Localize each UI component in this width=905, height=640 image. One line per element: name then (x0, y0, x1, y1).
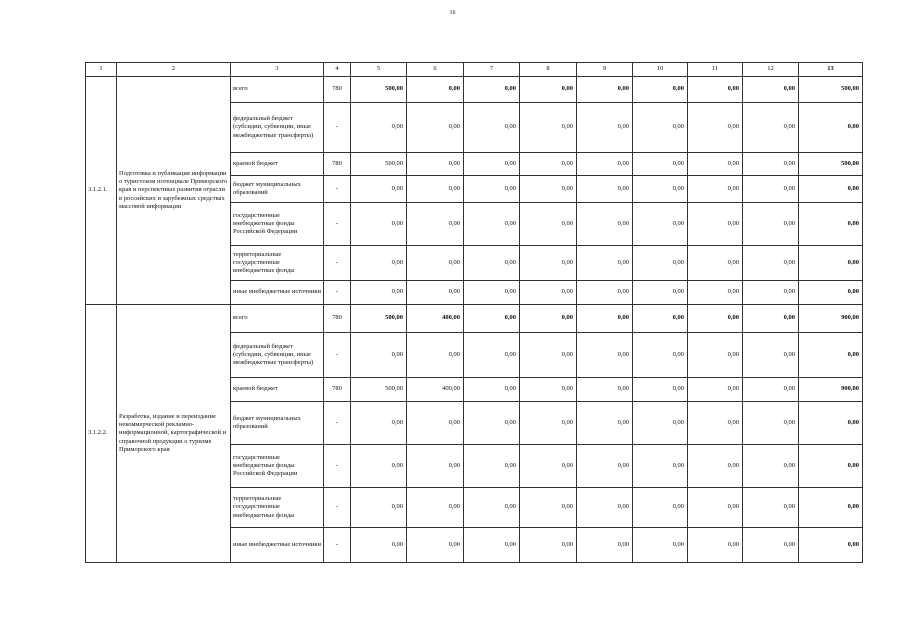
header-cell: 3 (231, 63, 324, 77)
header-cell: 4 (324, 63, 351, 77)
amount-cell: 0,00 (799, 246, 863, 281)
amount-cell: 0,00 (577, 488, 633, 528)
amount-cell: 0,00 (464, 445, 520, 488)
grbs-code: 780 (324, 77, 351, 103)
amount-cell: 0,00 (520, 528, 577, 563)
amount-cell: 0,00 (520, 333, 577, 378)
amount-cell: 0,00 (577, 305, 633, 333)
grbs-code: 780 (324, 305, 351, 333)
amount-cell: 0,00 (743, 246, 799, 281)
amount-cell: 0,00 (743, 488, 799, 528)
funding-source: федеральный бюджет (субсидии, субвенции, иные межбюджетные трансферты) (231, 333, 324, 378)
amount-cell: 0,00 (743, 378, 799, 402)
amount-cell: 0,00 (464, 246, 520, 281)
amount-cell: 0,00 (351, 281, 407, 305)
amount-cell: 0,00 (464, 203, 520, 246)
grbs-code: - (324, 488, 351, 528)
header-cell: 12 (743, 63, 799, 77)
grbs-code: - (324, 203, 351, 246)
amount-cell: 0,00 (464, 333, 520, 378)
budget-table (85, 62, 863, 563)
amount-cell: 0,00 (464, 305, 520, 333)
amount-cell: 0,00 (799, 402, 863, 445)
amount-cell: 0,00 (633, 176, 688, 203)
table-row (86, 305, 863, 333)
amount-cell: 0,00 (577, 176, 633, 203)
amount-cell: 0,00 (407, 203, 464, 246)
amount-cell: 0,00 (577, 333, 633, 378)
amount-cell: 0,00 (633, 246, 688, 281)
measure-code: 3.1.2.2. (86, 305, 117, 563)
amount-cell: 0,00 (520, 246, 577, 281)
amount-cell: 500,00 (799, 77, 863, 103)
amount-cell: 0,00 (633, 305, 688, 333)
funding-source: федеральный бюджет (субсидии, субвенции, иные межбюджетные трансферты) (231, 103, 324, 153)
amount-cell: 0,00 (464, 281, 520, 305)
funding-source: бюджет муниципальных образований (231, 176, 324, 203)
amount-cell: 0,00 (633, 333, 688, 378)
amount-cell: 0,00 (688, 402, 743, 445)
amount-cell: 0,00 (464, 528, 520, 563)
measure-name: Подготовка и публикация информации о туристском потенциале Приморского края и перспективах развития отрасли в российских и зарубежных средствах массовой информации (117, 77, 231, 305)
amount-cell: 0,00 (351, 402, 407, 445)
amount-cell: 0,00 (351, 445, 407, 488)
header-cell: 7 (464, 63, 520, 77)
amount-cell: 0,00 (577, 281, 633, 305)
amount-cell: 0,00 (688, 333, 743, 378)
amount-cell: 0,00 (799, 488, 863, 528)
amount-cell: 500,00 (351, 153, 407, 176)
header-row (86, 63, 863, 77)
grbs-code: - (324, 333, 351, 378)
header-cell: 8 (520, 63, 577, 77)
amount-cell: 0,00 (799, 528, 863, 563)
amount-cell: 0,00 (351, 333, 407, 378)
amount-cell: 0,00 (520, 488, 577, 528)
amount-cell: 0,00 (407, 176, 464, 203)
amount-cell: 500,00 (799, 153, 863, 176)
amount-cell: 0,00 (799, 103, 863, 153)
amount-cell: 0,00 (520, 153, 577, 176)
amount-cell: 900,00 (799, 378, 863, 402)
amount-cell: 0,00 (520, 176, 577, 203)
amount-cell: 0,00 (351, 203, 407, 246)
amount-cell: 0,00 (688, 445, 743, 488)
amount-cell: 0,00 (520, 203, 577, 246)
amount-cell: 0,00 (407, 402, 464, 445)
amount-cell: 0,00 (688, 281, 743, 305)
grbs-code: - (324, 402, 351, 445)
amount-cell: 500,00 (351, 77, 407, 103)
funding-source: краевой бюджет (231, 153, 324, 176)
amount-cell: 400,00 (407, 378, 464, 402)
table-row (86, 77, 863, 103)
amount-cell: 0,00 (520, 103, 577, 153)
amount-cell: 0,00 (633, 103, 688, 153)
amount-cell: 0,00 (743, 103, 799, 153)
grbs-code: - (324, 281, 351, 305)
amount-cell: 0,00 (799, 203, 863, 246)
amount-cell: 0,00 (464, 378, 520, 402)
amount-cell: 0,00 (464, 488, 520, 528)
grbs-code: - (324, 103, 351, 153)
amount-cell: 0,00 (351, 103, 407, 153)
amount-cell: 0,00 (633, 378, 688, 402)
funding-source: всего (231, 305, 324, 333)
amount-cell: 0,00 (520, 445, 577, 488)
amount-cell: 0,00 (799, 445, 863, 488)
amount-cell: 0,00 (520, 305, 577, 333)
amount-cell: 0,00 (633, 281, 688, 305)
amount-cell: 0,00 (464, 176, 520, 203)
amount-cell: 0,00 (577, 103, 633, 153)
amount-cell: 0,00 (407, 246, 464, 281)
header-cell: 6 (407, 63, 464, 77)
amount-cell: 0,00 (520, 378, 577, 402)
amount-cell: 0,00 (577, 246, 633, 281)
amount-cell: 0,00 (577, 378, 633, 402)
grbs-code: - (324, 445, 351, 488)
amount-cell: 0,00 (464, 77, 520, 103)
amount-cell: 0,00 (799, 333, 863, 378)
amount-cell: 0,00 (688, 153, 743, 176)
funding-source: государственные внебюджетные фонды Российской Федерации (231, 445, 324, 488)
header-cell: 1 (86, 63, 117, 77)
amount-cell: 0,00 (743, 333, 799, 378)
amount-cell: 0,00 (688, 378, 743, 402)
amount-cell: 0,00 (351, 488, 407, 528)
funding-source: государственные внебюджетные фонды Российской Федерации (231, 203, 324, 246)
grbs-code: 780 (324, 378, 351, 402)
amount-cell: 0,00 (743, 77, 799, 103)
grbs-code: - (324, 176, 351, 203)
amount-cell: 0,00 (407, 77, 464, 103)
funding-source: иные внебюджетные источники (231, 528, 324, 563)
amount-cell: 0,00 (743, 176, 799, 203)
amount-cell: 0,00 (577, 402, 633, 445)
amount-cell: 0,00 (633, 488, 688, 528)
amount-cell: 0,00 (688, 103, 743, 153)
amount-cell: 0,00 (464, 153, 520, 176)
amount-cell: 0,00 (407, 528, 464, 563)
funding-source: территориальные государственные внебюджетные фонды (231, 246, 324, 281)
funding-source: краевой бюджет (231, 378, 324, 402)
grbs-code: - (324, 528, 351, 563)
amount-cell: 500,00 (351, 305, 407, 333)
page-number: 16 (449, 10, 456, 16)
amount-cell: 0,00 (633, 445, 688, 488)
amount-cell: 0,00 (799, 176, 863, 203)
funding-source: иные внебюджетные источники (231, 281, 324, 305)
amount-cell: 0,00 (407, 488, 464, 528)
header-cell: 10 (633, 63, 688, 77)
amount-cell: 0,00 (688, 305, 743, 333)
amount-cell: 0,00 (688, 528, 743, 563)
amount-cell: 0,00 (799, 281, 863, 305)
amount-cell: 0,00 (407, 103, 464, 153)
header-cell: 11 (688, 63, 743, 77)
header-cell: 2 (117, 63, 231, 77)
header-cell: 9 (577, 63, 633, 77)
amount-cell: 0,00 (633, 528, 688, 563)
amount-cell: 0,00 (520, 281, 577, 305)
amount-cell: 0,00 (407, 153, 464, 176)
amount-cell: 0,00 (743, 305, 799, 333)
amount-cell: 0,00 (688, 176, 743, 203)
amount-cell: 0,00 (407, 445, 464, 488)
header-cell: 5 (351, 63, 407, 77)
amount-cell: 0,00 (743, 528, 799, 563)
amount-cell: 0,00 (577, 445, 633, 488)
amount-cell: 0,00 (520, 77, 577, 103)
funding-source: бюджет муниципальных образований (231, 402, 324, 445)
header-cell: 13 (799, 63, 863, 77)
amount-cell: 0,00 (743, 281, 799, 305)
grbs-code: 780 (324, 153, 351, 176)
amount-cell: 0,00 (407, 333, 464, 378)
amount-cell: 0,00 (577, 528, 633, 563)
amount-cell: 0,00 (743, 402, 799, 445)
amount-cell: 0,00 (633, 402, 688, 445)
amount-cell: 0,00 (351, 528, 407, 563)
measure-name: Разработка, издание и переиздание некоммерческой рекламно-информационной, картографической и справочной продукции о туризме Приморского края (117, 305, 231, 563)
funding-source: всего (231, 77, 324, 103)
amount-cell: 0,00 (464, 103, 520, 153)
amount-cell: 0,00 (520, 402, 577, 445)
amount-cell: 0,00 (688, 203, 743, 246)
amount-cell: 0,00 (351, 176, 407, 203)
amount-cell: 0,00 (577, 153, 633, 176)
amount-cell: 0,00 (633, 203, 688, 246)
amount-cell: 0,00 (633, 153, 688, 176)
amount-cell: 0,00 (743, 153, 799, 176)
amount-cell: 0,00 (688, 77, 743, 103)
amount-cell: 0,00 (743, 445, 799, 488)
funding-source: территориальные государственные внебюджетные фонды (231, 488, 324, 528)
amount-cell: 0,00 (577, 77, 633, 103)
grbs-code: - (324, 246, 351, 281)
amount-cell: 500,00 (351, 378, 407, 402)
amount-cell: 0,00 (688, 488, 743, 528)
measure-code: 3.1.2.1. (86, 77, 117, 305)
amount-cell: 0,00 (351, 246, 407, 281)
amount-cell: 400,00 (407, 305, 464, 333)
amount-cell: 0,00 (743, 203, 799, 246)
amount-cell: 900,00 (799, 305, 863, 333)
amount-cell: 0,00 (577, 203, 633, 246)
amount-cell: 0,00 (633, 77, 688, 103)
amount-cell: 0,00 (407, 281, 464, 305)
amount-cell: 0,00 (688, 246, 743, 281)
amount-cell: 0,00 (464, 402, 520, 445)
